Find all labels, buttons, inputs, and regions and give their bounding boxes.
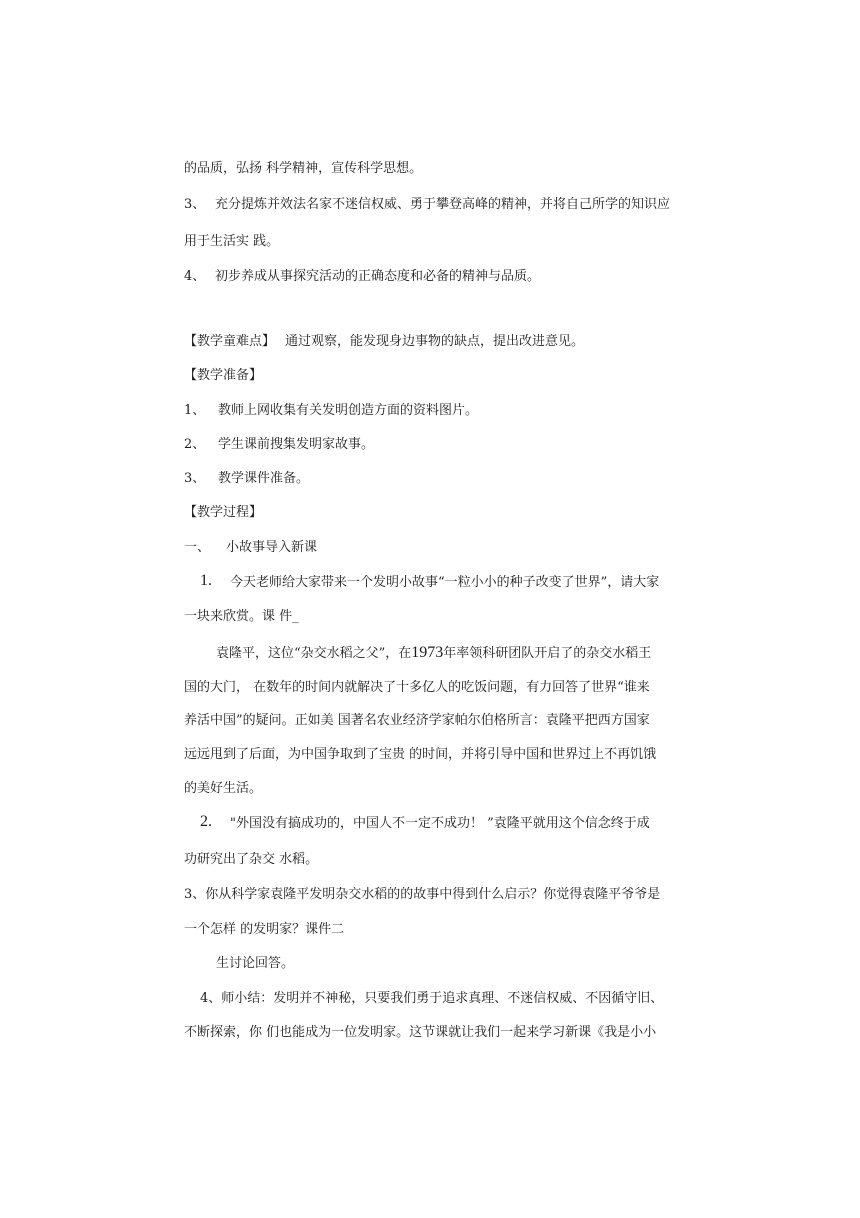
story-line-1-start: 袁隆平，这位“杂交水稻之父”，在 (216, 646, 412, 661)
goal-item-3-continuation: 用于生活实 践。 (184, 234, 280, 249)
preparation-item-1-text: 教师上网收集有关发明创造方面的资料图片。 (218, 403, 479, 418)
paragraph-3-continuation: 一个怎样 的发明家？课件二 (184, 922, 345, 937)
preparation-item-2-text: 学生课前搜集发明家故事。 (218, 437, 375, 452)
goal-item-4-number: 4、 (184, 269, 206, 284)
paragraph-1-continuation: 一块来欣赏。课 件_ (184, 609, 299, 624)
preparation-item-2-number: 2、 (184, 437, 206, 452)
goals-line-1: 的品质，弘扬 科学精神，宣传科学思想。 (184, 161, 423, 176)
key-points-text: 通过观察，能发现身边事物的缺点，提出改进意见。 (285, 334, 585, 349)
paragraph-4-continuation: 不断探索，你 们也能成为一位发明家。这节课就让我们一起来学习新课《我是小小 (184, 1025, 657, 1040)
preparation-item-3-number: 3、 (184, 471, 206, 486)
paragraph-3-text: 3、你从科学家袁隆平发明杂交水稻的的故事中得到什么启示？你觉得袁隆平爷爷是 (184, 887, 661, 902)
paragraph-2-continuation: 功研究出了杂交 水稻。 (184, 852, 319, 867)
story-line-5: 的美好生活。 (184, 781, 263, 796)
story-line-3: 养活中国”的疑问。正如美 国著名农业经济学家帕尔伯格所言：袁隆平把西方国家 (184, 713, 650, 728)
preparation-item-3-text: 教学课件准备。 (218, 471, 310, 486)
paragraph-1-text: 今天老师给大家带来一个发明小故事“一粒小小的种子改变了世界”，请大家 (230, 575, 660, 590)
story-line-1-end: 年率领科研团队开启了的杂交水稻王 (443, 646, 652, 661)
paragraph-4-text: 4、师小结：发明并不神秘，只要我们勇于追求真理、不迷信权威、不因循守旧、 (200, 991, 664, 1006)
goal-item-3-text: 充分提炼并效法名家不迷信权威、勇于攀登高峰的精神，并将自己所学的知识应 (215, 197, 671, 212)
process-heading: 【教学过程】 (184, 505, 263, 520)
paragraph-2-number: 2. (200, 813, 212, 830)
preparation-item-1-number: 1、 (184, 403, 206, 418)
key-points-heading: 【教学童难点】 (184, 334, 276, 349)
paragraph-2-text: "外国没有搞成功的，中国人不一定不成功！ ”袁隆平就用这个信念终于成 (230, 816, 650, 831)
story-year: 1973 (411, 644, 444, 661)
section-1-title: 小故事导入新课 (226, 540, 318, 555)
goal-item-4-text: 初步养成从事探究活动的正确态度和必备的精神与品质。 (215, 269, 541, 284)
story-line-2: 国的大门， 在数年的时间内就解决了十多亿人的吃饭问题，有力回答了世界“谁来 (184, 680, 650, 695)
paragraph-3-answer: 生讨论回答。 (216, 956, 295, 971)
story-line-1 (216, 644, 651, 663)
preparation-heading: 【教学准备】 (184, 368, 263, 383)
section-1-number: 一、 (184, 540, 211, 555)
story-line-4: 远远甩到了后面，为中国争取到了宝贵 的时间，并将引导中国和世界过上不再饥饿 (184, 747, 657, 762)
goal-item-3-number: 3、 (184, 197, 206, 212)
paragraph-1-number: 1. (200, 572, 212, 589)
